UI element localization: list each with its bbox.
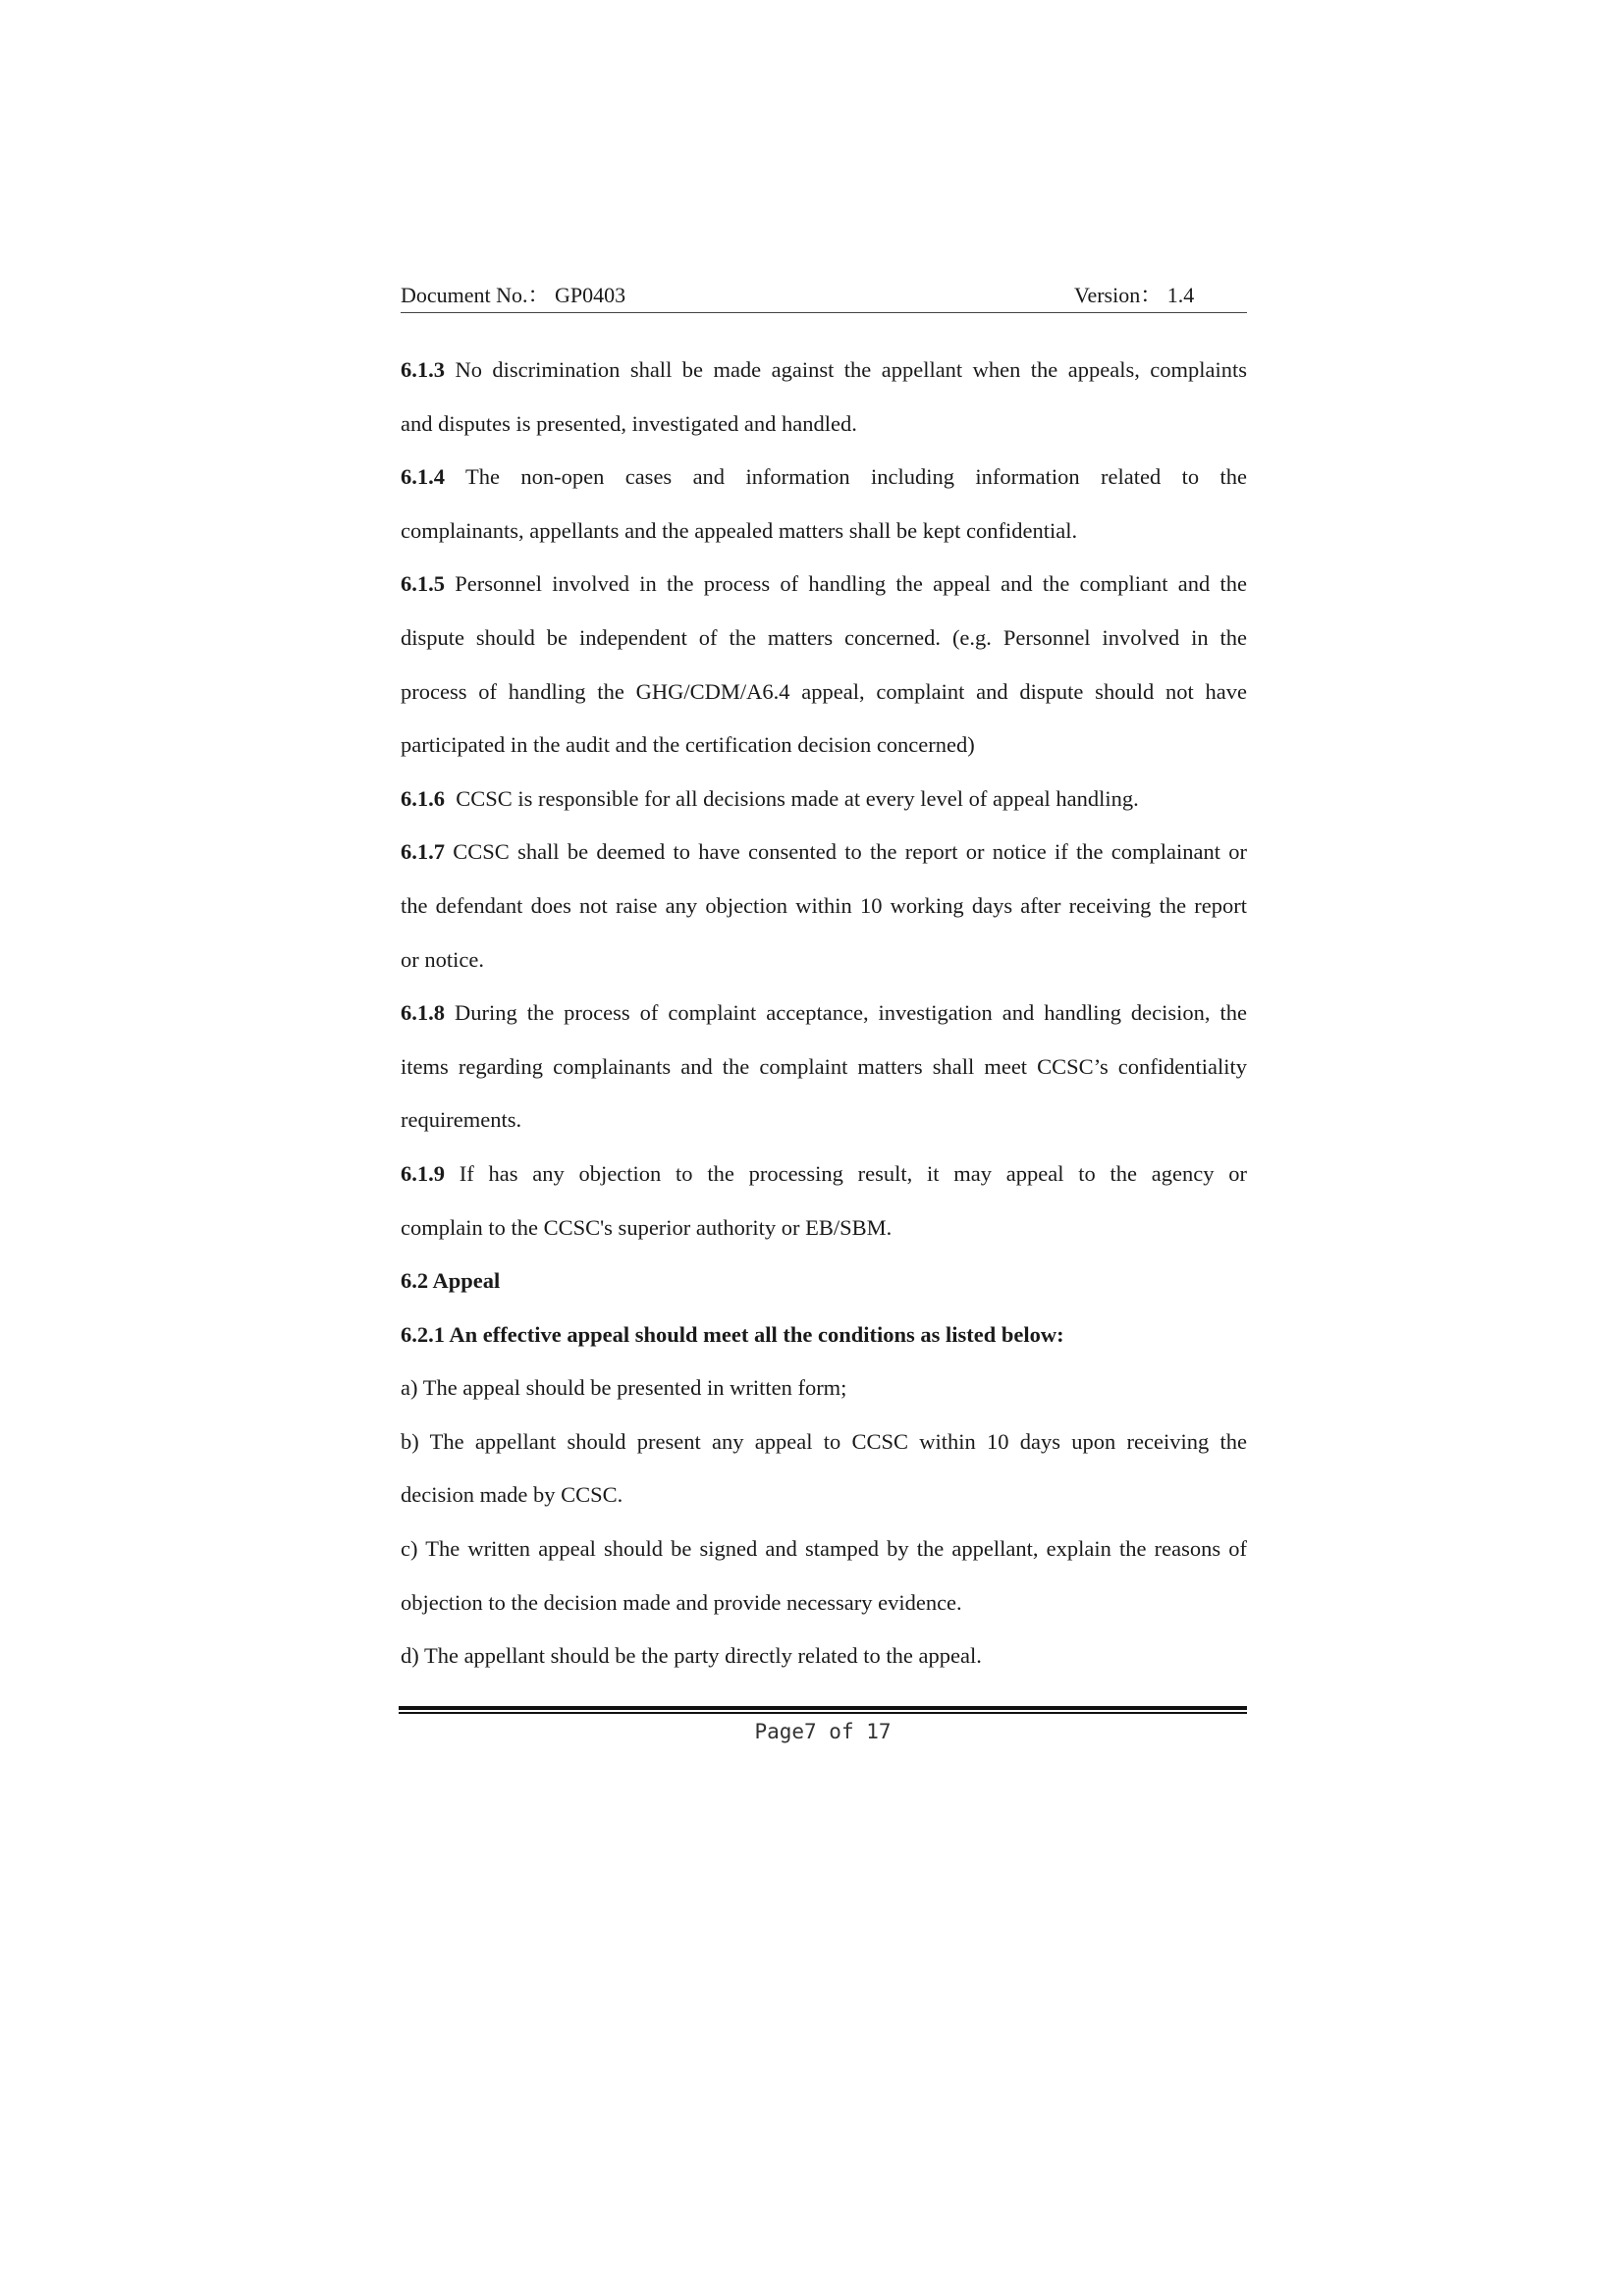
clause-6-1-7-line-1 [401,826,1247,880]
clause-6-1-3-line-2: and disputes is presented, investigated and handled. [401,410,857,436]
clause-number: 6.1.6 [401,785,445,811]
list-item-b-line-2: decision made by CCSC. [401,1482,623,1508]
clause-number: 6.1.9 [401,1160,445,1186]
clause-number: 6.1.7 [401,839,445,865]
clause-text: No discrimination shall be made against the appellant when the appeals, complaints [455,357,1248,382]
clause-text: During the process of complaint acceptance, investigation and handling decision, the [454,1000,1247,1026]
clause-6-1-5-line-1 [401,558,1247,612]
footer-rule-thick [399,1706,1247,1710]
clause-6-1-6-line-1 [401,773,1247,827]
section-heading-6-2: 6.2 Appeal [401,1268,501,1294]
header-rule [401,312,1247,313]
footer-rule-thin [399,1712,1247,1714]
clause-number: 6.1.8 [401,1000,445,1026]
section-heading-6-2-1: 6.2.1 An effective appeal should meet all the conditions as listed below: [401,1321,1064,1347]
list-item-c-line-2: objection to the decision made and provide necessary evidence. [401,1589,962,1615]
clause-6-1-8-line-3: requirements. [401,1107,522,1133]
list-item-d: d) The appellant should be the party directly related to the appeal. [401,1643,982,1669]
list-item-b-line-1: b) The appellant should present any appeal to CCSC within 10 days upon receiving the [401,1428,1247,1454]
clause-text: CCSC shall be deemed to have consented to the report or notice if the complainant or [453,839,1247,865]
page-number: Page7 of 17 [754,1720,892,1743]
clause-6-1-5-line-3: process of handling the GHG/CDM/A6.4 appeal, complaint and dispute should not have [401,678,1247,704]
document-number: Document No.： GP0403 [401,283,626,307]
list-item-a: a) The appeal should be presented in written form; [401,1375,847,1401]
clause-6-1-7-line-3: or notice. [401,946,484,972]
clause-6-1-8-line-1 [401,987,1247,1041]
clause-6-1-4-line-1 [401,451,1247,505]
clause-6-1-8-line-2: items regarding complainants and the complaint matters shall meet CCSC’s confidentiality [401,1053,1247,1079]
clause-text: If has any objection to the processing result, it may appeal to the agency or [459,1160,1248,1186]
clause-6-1-4-line-2: complainants, appellants and the appealed matters shall be kept confidential. [401,517,1078,543]
clause-6-1-9-line-2: complain to the CCSC's superior authority or EB/SBM. [401,1214,893,1240]
list-item-c-line-1: c) The written appeal should be signed and stamped by the appellant, explain the reasons of [401,1536,1247,1562]
document-version: Version： 1.4 [1074,283,1195,307]
clause-number: 6.1.3 [401,357,445,382]
clause-number: 6.1.4 [401,464,445,490]
clause-number: 6.1.5 [401,571,445,597]
clause-6-1-3-line-1 [401,344,1247,398]
page-header [401,279,1247,312]
clause-text: The non-open cases and information including information related to the [464,464,1247,490]
document-body [401,344,1247,1683]
clause-text: CCSC is responsible for all decisions made at every level of appeal handling. [456,785,1139,811]
clause-6-1-5-line-4: participated in the audit and the certification decision concerned) [401,732,975,758]
clause-6-1-9-line-1 [401,1148,1247,1201]
clause-text: Personnel involved in the process of handling the appeal and the compliant and the [455,571,1247,597]
clause-6-1-7-line-2: the defendant does not raise any objection within 10 working days after receiving the report [401,892,1247,918]
clause-6-1-5-line-2: dispute should be independent of the matters concerned. (e.g. Personnel involved in the [401,624,1247,650]
